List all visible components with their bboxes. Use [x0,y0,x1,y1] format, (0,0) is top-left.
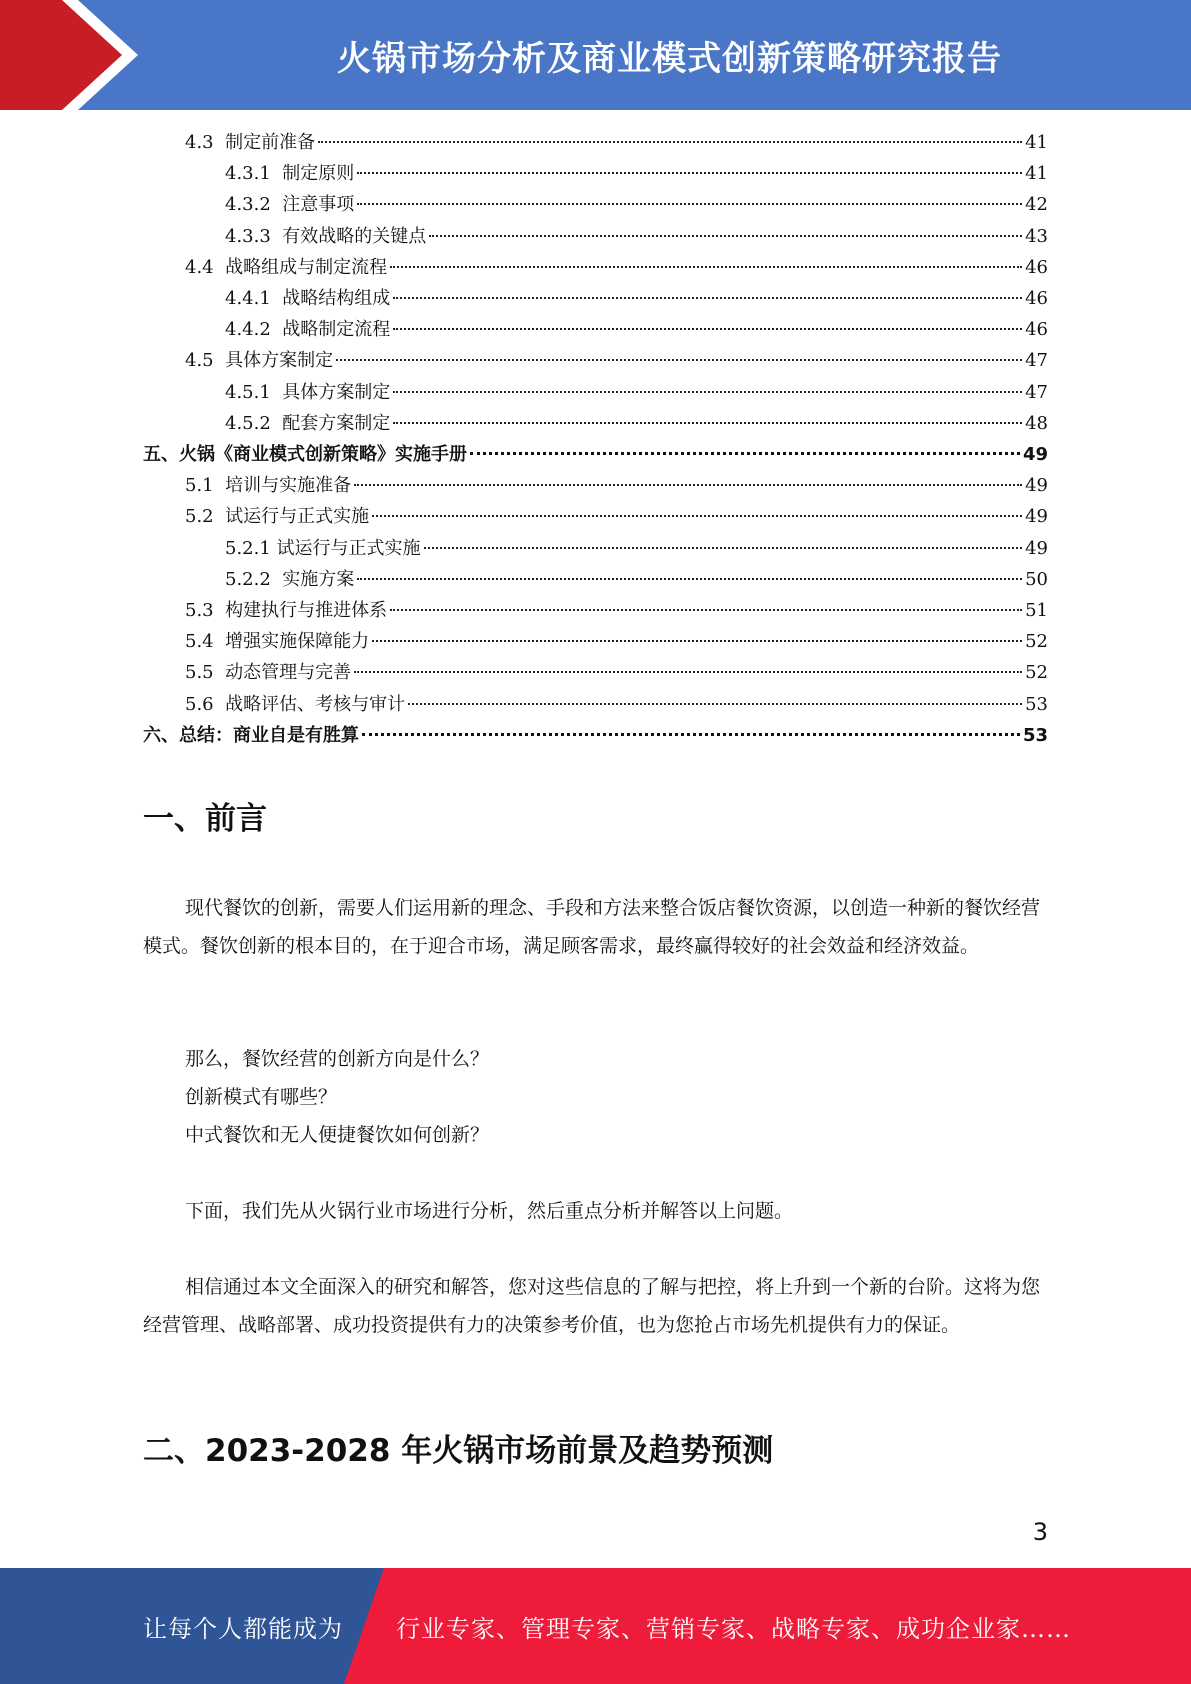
toc-entry-page: 43 [1025,225,1048,247]
toc-entry-title: 有效战略的关键点 [282,225,427,247]
toc-dot-leader [354,671,1022,673]
toc-entry-page: 47 [1025,381,1048,403]
toc-entry-number: 5.4 [185,631,226,653]
header-title: 火锅市场分析及商业模式创新策略研究报告 [337,38,1002,79]
toc-entry-number: 5.2.1 [225,537,277,559]
toc-entry-title: 制定原则 [282,163,355,185]
footer-slogan-left: 让每个人都能成为 [143,1614,343,1643]
toc-entry-number: 5.6 [185,693,226,715]
toc-entry-page: 46 [1025,288,1048,309]
preface-paragraph-2: 下面，我们先从火锅行业市场进行分析，然后重点分析并解答以上问题。 [185,1200,794,1222]
toc-entry-page: 53 [1022,724,1048,746]
toc-entry-title: 战略评估、考核与审计 [225,693,406,715]
toc-dot-leader [393,328,1022,330]
toc-entry[interactable] [225,533,1048,564]
toc-dot-leader [393,297,1022,299]
toc-entry-page: 42 [1025,194,1048,216]
page-footer [0,1568,1191,1684]
toc-entry-title: 五、火锅《商业模式创新策略》实施手册 [143,444,467,465]
toc-entry[interactable] [185,689,1048,720]
toc-dot-leader [354,484,1022,486]
toc-entry-title: 战略制定流程 [282,319,391,341]
toc-entry-title: 配套方案制定 [282,412,391,434]
toc-entry-number: 4.4 [185,256,226,278]
toc-entry-number: 5.5 [185,662,226,684]
toc-entry-number: 5.1 [185,475,226,497]
toc-entry-title: 动态管理与完善 [225,662,352,684]
toc-dot-leader [372,640,1022,642]
toc-entry-title: 增强实施保障能力 [225,631,370,653]
toc-entry[interactable] [185,345,1048,376]
toc-entry-page: 49 [1025,475,1048,497]
toc-entry-page: 49 [1022,444,1048,465]
toc-entry-page: 48 [1025,412,1048,434]
toc-entry[interactable] [225,283,1048,314]
toc-entry-page: 50 [1025,568,1048,590]
toc-entry-page: 46 [1025,256,1048,278]
toc-dot-leader [429,235,1022,237]
toc-entry-number: 4.3 [185,132,226,153]
toc-entry-page: 41 [1025,163,1048,185]
toc-dot-leader [357,172,1022,174]
toc-entry-title: 构建执行与推进体系 [225,600,388,621]
toc-entry[interactable] [225,408,1048,439]
toc-dot-leader [393,391,1022,393]
page-number: 3 [1032,1518,1048,1546]
toc-dot-leader [408,703,1022,705]
toc-entry-number: 4.4.2 [225,319,283,341]
toc-entry[interactable] [185,470,1048,501]
toc-entry-title: 战略结构组成 [282,288,391,309]
toc-entry[interactable] [225,564,1048,595]
toc-entry-number: 5.2.2 [225,568,283,590]
toc-dot-leader [424,547,1023,549]
toc-entry-number: 4.5 [185,350,226,372]
toc-dot-leader [393,422,1022,424]
toc-dot-leader [336,359,1022,361]
toc-entry-title: 试运行与正式实施 [225,506,370,528]
toc-entry[interactable] [185,501,1048,532]
toc-entry[interactable] [225,377,1048,408]
toc-entry[interactable] [185,657,1048,688]
toc-entry-page: 53 [1025,693,1048,715]
section-title-forecast: 二、2023-2028 年火锅市场前景及趋势预测 [143,1433,774,1469]
question-3: 中式餐饮和无人便捷餐饮如何创新？ [185,1124,490,1146]
question-1: 那么，餐饮经营的创新方向是什么？ [185,1048,490,1070]
header-red-block [0,0,70,110]
toc-entry[interactable] [185,127,1048,158]
toc-entry[interactable] [225,158,1048,189]
toc-entry-page: 52 [1025,631,1048,653]
toc-entry-number: 4.5.2 [225,412,283,434]
toc-dot-leader [357,203,1022,205]
toc-entry-page: 52 [1025,662,1048,684]
toc-dot-leader [372,515,1022,517]
toc-entry-title: 培训与实施准备 [225,475,352,497]
toc-entry[interactable] [185,626,1048,657]
footer-slogan-right: 行业专家、管理专家、营销专家、战略专家、成功企业家…… [396,1614,1071,1643]
toc-entry[interactable] [225,189,1048,220]
toc-entry[interactable] [185,595,1048,626]
toc-entry-page: 41 [1025,132,1048,153]
toc-entry-number: 4.4.1 [225,288,283,309]
toc-entry-page: 49 [1025,506,1048,528]
toc-entry-page: 46 [1025,319,1048,341]
toc-entry[interactable] [143,720,1048,751]
toc-dot-leader [390,609,1022,611]
toc-entry-title: 制定前准备 [225,132,316,153]
toc-entry-title: 实施方案 [282,568,355,590]
toc-dot-leader [470,452,1020,455]
toc-entry[interactable] [143,439,1048,470]
toc-entry-title: 注意事项 [282,194,355,216]
toc-dot-leader [318,141,1022,143]
preface-paragraph-1: 现代餐饮的创新，需要人们运用新的理念、手段和方法来整合饭店餐饮资源，以创造一种新的餐饮经营模式。餐饮创新的根本目的，在于迎合市场，满足顾客需求，最终赢得较好的社会效益和经济效益。 [143,897,1041,957]
toc-entry-title: 具体方案制定 [225,350,334,372]
page-header [0,0,1191,110]
toc-entry-number: 5.2 [185,506,226,528]
toc-dot-leader [362,733,1020,736]
toc-entry-title: 具体方案制定 [282,381,391,403]
toc-entry[interactable] [225,221,1048,252]
header-chevron-icon [62,0,148,110]
toc-entry[interactable] [225,314,1048,345]
toc-entry-title: 六、总结：商业自是有胜算 [143,724,359,746]
question-2: 创新模式有哪些？ [185,1086,338,1108]
toc-entry-page: 47 [1025,350,1048,372]
toc-entry-number: 4.5.1 [225,381,283,403]
toc-dot-leader [390,266,1022,268]
toc-entry-title: 试运行与正式实施 [276,537,421,559]
toc-dot-leader [357,578,1022,580]
toc-entry-number: 4.3.1 [225,163,283,185]
toc-entry-title: 战略组成与制定流程 [225,256,388,278]
toc-entry-page: 49 [1025,537,1048,559]
preface-paragraph-3: 相信通过本文全面深入的研究和解答，您对这些信息的了解与把控，将上升到一个新的台阶。这将为您经营管理、战略部署、成功投资提供有力的决策参考价值，也为您抢占市场先机提供有力的保证。 [143,1276,1041,1336]
toc-entry-page: 51 [1025,600,1048,621]
section-title-preface: 一、前言 [143,801,267,837]
toc-entry-number: 5.3 [185,600,226,621]
toc-entry-number: 4.3.2 [225,194,283,216]
toc-entry-number: 4.3.3 [225,225,283,247]
toc-entry[interactable] [185,252,1048,283]
